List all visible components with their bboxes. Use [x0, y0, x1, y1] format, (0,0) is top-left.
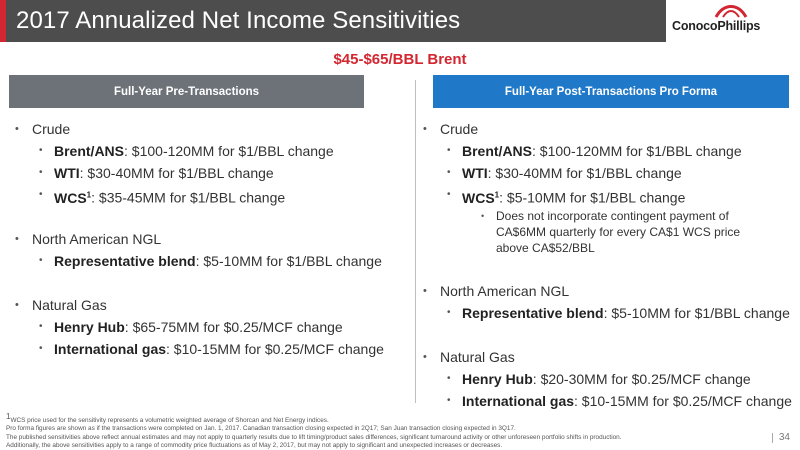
list-item-wti [12, 162, 407, 184]
item-name-text: WCS [54, 189, 87, 206]
column-divider [415, 80, 416, 403]
bullet-icon: • [39, 167, 43, 178]
item-label: Crude [440, 121, 479, 137]
list-item-henry-hub [420, 368, 795, 390]
item-name: Henry Hub [54, 319, 125, 335]
title-accent-stripe [0, 0, 6, 42]
item-name: Brent/ANS [54, 143, 125, 159]
list-item-international-gas [420, 390, 795, 412]
list-item-international-gas [12, 338, 407, 360]
list-item-blend [420, 302, 795, 324]
item-value: : $5-10MM for $1/BBL change [195, 253, 382, 269]
page-number: 34 [772, 433, 790, 443]
item-note: Does not incorporate contingent payment of CA$6MM quarterly for every CA$1 WCS price above CA$52/BBL [496, 209, 741, 255]
spacer [12, 272, 407, 294]
bullet-icon: • [39, 189, 43, 200]
footnote-line [6, 413, 776, 425]
bullet-icon: • [423, 351, 427, 363]
footnote-line: Additionally, the above sensitivities apply to a range of commodity price fluctuations as of May 2, 2017, but may not apply to significant and unexpected increases or decreases. [6, 442, 503, 450]
item-value: : $100-120MM for $1/BBL change [532, 143, 742, 159]
list-item-wti [420, 162, 795, 184]
bullet-icon: • [423, 123, 427, 135]
item-name: International gas [54, 341, 167, 357]
bullet-icon: • [447, 167, 451, 178]
item-value: : $30-40MM for $1/BBL change [79, 165, 274, 181]
item-name: WTI [462, 165, 488, 181]
list-item-wcs [420, 184, 795, 206]
footnote-text: WCS price used for the sensitivity represents a volumetric weighted average of Shorcan and Net Energy indices. [10, 417, 329, 425]
bullet-icon: • [15, 123, 19, 135]
item-value: : $10-15MM for $0.25/MCF change [166, 341, 384, 357]
spacer [420, 324, 795, 346]
list-item-brent [12, 140, 407, 162]
pre-transactions-column [12, 118, 407, 360]
bullet-icon: • [447, 145, 451, 156]
bullet-icon: • [15, 299, 19, 311]
post-transactions-header: Full-Year Post-Transactions Pro Forma [433, 75, 789, 108]
footnote-line: The published sensitivities above reflect annual estimates and may not apply to quarterly results due to lift timing/product sales differences, significant turnaround activity or other unforeseen portfolio shifts in production. [6, 433, 622, 441]
logo-text: ConocoPhillips [672, 19, 761, 33]
bullet-icon: • [39, 343, 43, 354]
bullet-icon: • [423, 285, 427, 297]
company-logo [666, 0, 800, 42]
footnote-marker: 1 [6, 412, 11, 421]
item-name [54, 190, 91, 206]
item-label: Natural Gas [440, 349, 515, 365]
item-label: Natural Gas [32, 297, 107, 313]
list-item-brent [420, 140, 795, 162]
footnote-marker: 1 [86, 190, 92, 199]
bullet-icon: • [447, 373, 451, 384]
post-transactions-column [420, 118, 795, 412]
spacer [420, 256, 795, 280]
bullet-icon: • [447, 307, 451, 318]
page-title: 2017 Annualized Net Income Sensitivities [16, 7, 461, 34]
price-range-subtitle: $45-$65/BBL Brent [333, 51, 467, 68]
bullet-icon: • [39, 145, 43, 156]
bullet-icon: • [481, 211, 485, 221]
bullet-icon: • [447, 189, 451, 200]
list-item-ngl [12, 228, 407, 250]
bullet-icon: • [39, 321, 43, 332]
item-name: International gas [462, 393, 575, 409]
item-label: Crude [32, 121, 71, 137]
item-name: Brent/ANS [462, 143, 533, 159]
item-name: WTI [54, 165, 80, 181]
item-value: : $30-40MM for $1/BBL change [487, 165, 682, 181]
item-name: Representative blend [462, 305, 604, 321]
item-value: : $35-45MM for $1/BBL change [91, 189, 286, 206]
list-item-ngl [420, 280, 795, 302]
item-value: : $100-120MM for $1/BBL change [124, 143, 334, 159]
item-label: North American NGL [440, 283, 570, 299]
item-label: North American NGL [32, 231, 162, 247]
list-item-henry-hub [12, 316, 407, 338]
spacer [12, 206, 407, 228]
footnote-line: Pro forma figures are shown as if the transactions were completed on Jan. 1, 2017. Canadian transaction closing expected in 2Q17; San Juan transaction closing expected in 3Q17. [6, 425, 516, 433]
bullet-icon: • [39, 255, 43, 266]
list-item-natural-gas [420, 346, 795, 368]
bullet-icon: • [447, 395, 451, 406]
footnote-marker: 1 [494, 190, 500, 199]
logo-mark-icon [714, 3, 748, 19]
pre-transactions-header: Full-Year Pre-Transactions [9, 75, 364, 108]
list-item-crude [12, 118, 407, 140]
bullet-icon: • [15, 233, 19, 245]
list-item-wcs-note [420, 208, 776, 256]
item-value: : $20-30MM for $0.25/MCF change [532, 371, 751, 387]
item-name-text: WCS [462, 189, 495, 206]
item-name: Henry Hub [462, 371, 533, 387]
item-value: : $10-15MM for $0.25/MCF change [574, 393, 792, 409]
list-item-wcs [12, 184, 407, 206]
list-item-crude [420, 118, 795, 140]
title-bar [0, 0, 800, 42]
item-value: : $65-75MM for $0.25/MCF change [124, 319, 343, 335]
footnotes [6, 413, 776, 450]
item-name: Representative blend [54, 253, 196, 269]
list-item-natural-gas [12, 294, 407, 316]
list-item-blend [12, 250, 407, 272]
item-value: : $5-10MM for $1/BBL change [499, 189, 686, 206]
item-value: : $5-10MM for $1/BBL change [603, 305, 790, 321]
item-name [462, 190, 499, 206]
